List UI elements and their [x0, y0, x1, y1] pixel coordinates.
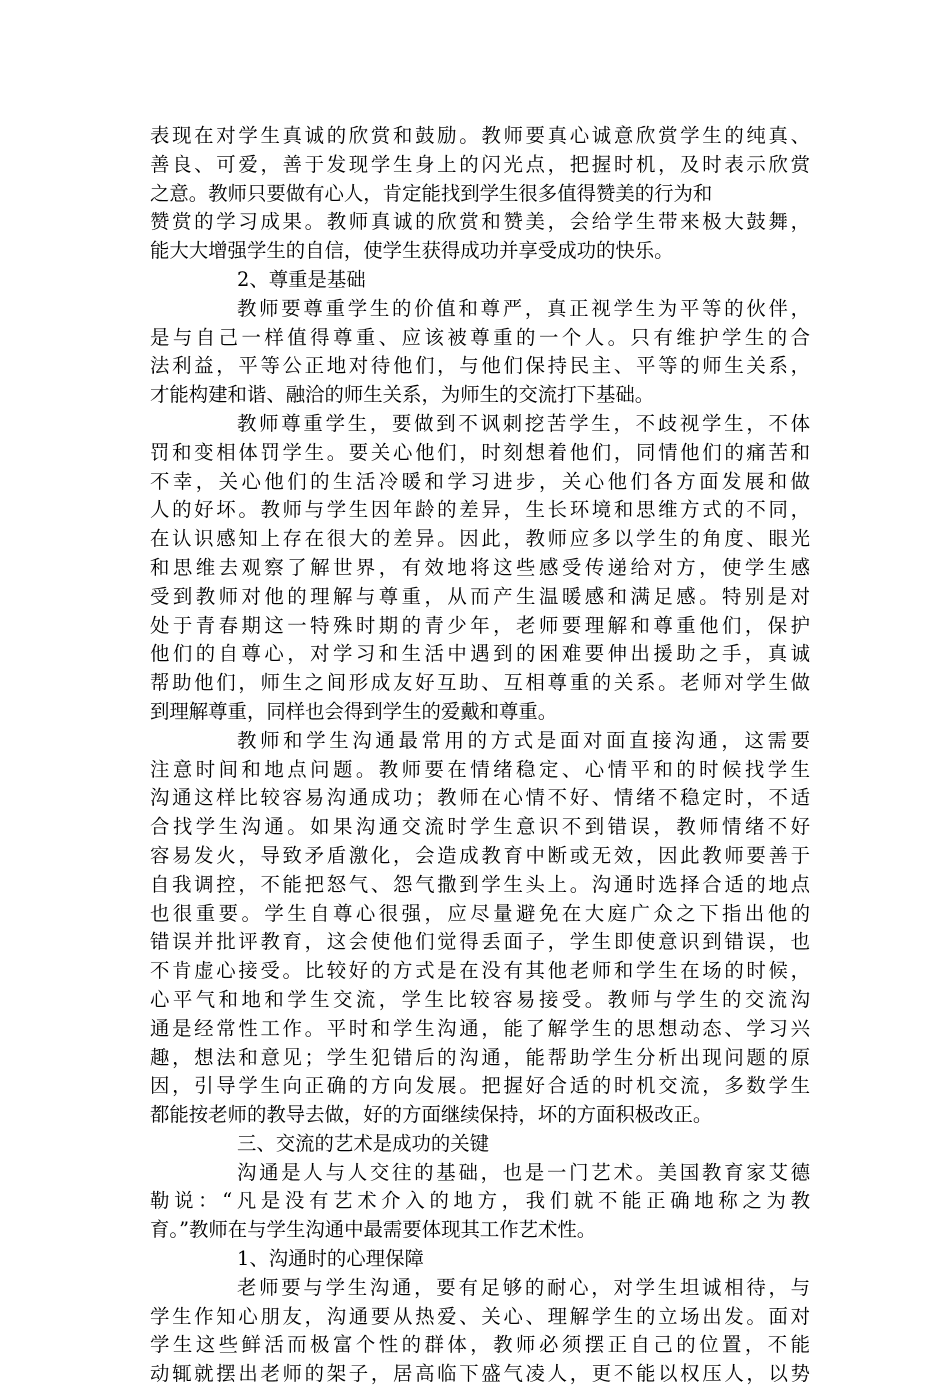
text-line: 受到教师对他的理解与尊重，从而产生温暖感和满足感。特别是对 — [150, 584, 810, 608]
text-line: 法利益，平等公正地对待他们，与他们保持民主、平等的师生关系， — [150, 354, 810, 378]
text-line: 才能构建和谐、融洽的师生关系，为师生的交流打下基础。 — [150, 383, 655, 407]
text-line: 是与自己一样值得尊重、应该被尊重的一个人。只有维护学生的合 — [150, 325, 810, 349]
text-line: 心平气和地和学生交流，学生比较容易接受。教师与学生的交流沟 — [150, 987, 810, 1011]
text-line: 表现在对学生真诚的欣赏和鼓励。教师要真心诚意欣赏学生的纯真、 — [150, 124, 810, 147]
text-line: 都能按老师的教导去做，好的方面继续保持，坏的方面积极改正。 — [150, 1103, 713, 1127]
text-line: 学生作知心朋友，沟通要从热爱、关心、理解学生的立场出发。面对 — [150, 1304, 810, 1328]
text-line: 善良、可爱，善于发现学生身上的闪光点，把握时机，及时表示欣赏 — [150, 152, 810, 176]
text-line: 也很重要。学生自尊心很强，应尽量避免在大庭广众之下指出他的 — [150, 901, 810, 925]
text-line: 赞赏的学习成果。教师真诚的欣赏和赞美，会给学生带来极大鼓舞， — [150, 210, 810, 234]
text-line: 勒说：“凡是没有艺术介入的地方，我们就不能正确地称之为教 — [150, 1189, 810, 1213]
text-line: 通是经常性工作。平时和学生沟通，能了解学生的思想动态、学习兴 — [150, 1016, 810, 1040]
text-line: 三、交流的艺术是成功的关键 — [237, 1131, 490, 1155]
text-line: 帮助他们，师生之间形成友好互助、互相尊重的关系。老师对学生做 — [150, 671, 810, 695]
text-line: 沟通是人与人交往的基础，也是一门艺术。美国教育家艾德 — [237, 1160, 810, 1184]
text-line: 育。”教师在与学生沟通中最需要体现其工作艺术性。 — [150, 1218, 597, 1242]
text-line: 教师要尊重学生的价值和尊严，真正视学生为平等的伙伴， — [237, 296, 810, 320]
text-line: 之意。教师只要做有心人，肯定能找到学生很多值得赞美的行为和 — [150, 181, 713, 205]
text-line: 他们的自尊心，对学习和生活中遇到的困难要伸出援助之手，真诚 — [150, 642, 810, 666]
text-line: 容易发火，导致矛盾激化，会造成教育中断或无效，因此教师要善于 — [150, 843, 810, 867]
text-line: 不幸，关心他们的生活冷暖和学习进步，关心他们各方面发展和做 — [150, 469, 810, 493]
text-line: 趣，想法和意见；学生犯错后的沟通，能帮助学生分析出现问题的原 — [150, 1045, 810, 1069]
text-line: 错误并批评教育，这会使他们觉得丢面子，学生即使意识到错误，也 — [150, 930, 810, 954]
text-line: 注意时间和地点问题。教师要在情绪稳定、心情平和的时候找学生 — [150, 757, 810, 781]
text-line: 在认识感知上存在很大的差异。因此，教师应多以学生的角度、眼光 — [150, 527, 810, 551]
text-line: 人的好坏。教师与学生因年龄的差异，生长环境和思维方式的不同， — [150, 498, 810, 522]
text-line: 处于青春期这一特殊时期的青少年，老师要理解和尊重他们，保护 — [150, 613, 810, 637]
text-line: 2、尊重是基础 — [237, 267, 366, 291]
text-line: 合找学生沟通。如果沟通交流时学生意识不到错误，教师情绪不好 — [150, 815, 810, 839]
text-line: 自我调控，不能把怒气、怨气撒到学生头上。沟通时选择合适的地点 — [150, 872, 810, 896]
text-line: 沟通这样比较容易沟通成功；教师在心情不好、情绪不稳定时，不适 — [150, 786, 810, 810]
text-line: 动辄就摆出老师的架子，居高临下盛气凌人，更不能以权压人，以势 — [150, 1362, 810, 1386]
text-line: 因，引导学生向正确的方向发展。把握好合适的时机交流，多数学生 — [150, 1074, 810, 1098]
text-line: 到理解尊重，同样也会得到学生的爱戴和尊重。 — [150, 699, 558, 723]
text-line: 和思维去观察了解世界，有效地将这些感受传递给对方，使学生感 — [150, 555, 810, 579]
text-line: 学生这些鲜活而极富个性的群体，教师必须摆正自己的位置，不能 — [150, 1333, 810, 1357]
text-line: 不肯虚心接受。比较好的方式是在没有其他老师和学生在场的时候， — [150, 959, 810, 983]
text-line: 教师尊重学生，要做到不讽刺挖苦学生，不歧视学生，不体 — [237, 411, 810, 435]
text-line: 老师要与学生沟通，要有足够的耐心，对学生坦诚相待，与 — [237, 1275, 810, 1299]
text-line: 1、沟通时的心理保障 — [237, 1247, 424, 1271]
text-line: 能大大增强学生的自信，使学生获得成功并享受成功的快乐。 — [150, 239, 674, 263]
text-line: 教师和学生沟通最常用的方式是面对面直接沟通，这需要 — [237, 728, 810, 752]
document-page — [150, 122, 810, 1389]
text-line: 罚和变相体罚学生。要关心他们，时刻想着他们，同情他们的痛苦和 — [150, 440, 810, 464]
